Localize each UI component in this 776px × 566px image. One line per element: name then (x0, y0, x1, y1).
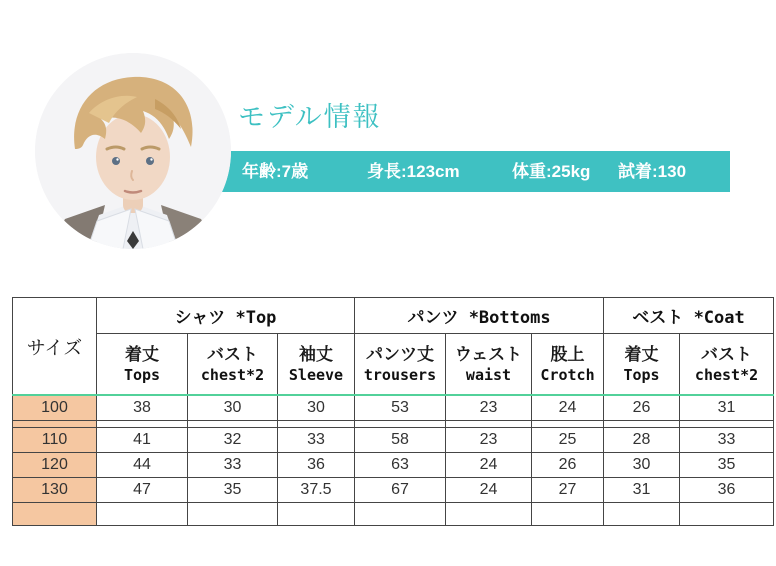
col-header-coat-chest: バスト chest*2 (680, 334, 774, 396)
size-chart-table (12, 297, 774, 526)
model-photo (35, 53, 231, 249)
value-cell-empty (97, 421, 188, 428)
value-cell-empty (446, 503, 532, 526)
col-header-waist: ウェスト waist (446, 334, 532, 396)
model-info-banner (222, 151, 730, 192)
group-header-bottoms (355, 298, 604, 334)
value-cell: 37.5 (278, 478, 355, 503)
value-cell: 23 (446, 428, 532, 453)
size-cell-empty (13, 503, 97, 526)
size-chart (12, 297, 774, 526)
value-cell: 58 (355, 428, 446, 453)
value-cell-empty (278, 421, 355, 428)
value-cell: 30 (604, 453, 680, 478)
value-cell: 31 (604, 478, 680, 503)
value-cell: 24 (446, 478, 532, 503)
value-cell: 44 (97, 453, 188, 478)
value-cell: 24 (532, 395, 604, 421)
value-cell: 30 (278, 395, 355, 421)
value-cell: 53 (355, 395, 446, 421)
size-cell: 110 (13, 428, 97, 453)
col-header-coat-length: 着丈 Tops (604, 334, 680, 396)
value-cell: 30 (188, 395, 278, 421)
model-info-title: モデル情報 (238, 102, 382, 132)
group-header-row (13, 298, 774, 334)
group-header-top (97, 298, 355, 334)
size-cell: 120 (13, 453, 97, 478)
group-label-bottoms: パンツ *Bottoms (407, 308, 551, 328)
value-cell: 24 (446, 453, 532, 478)
size-row-100 (13, 395, 774, 421)
value-cell-empty (188, 503, 278, 526)
value-cell: 36 (680, 478, 774, 503)
value-cell-empty (97, 503, 188, 526)
value-cell-empty (188, 421, 278, 428)
group-label-coat: ベスト *Coat (632, 308, 745, 328)
value-cell-empty (278, 503, 355, 526)
group-label-top: シャツ *Top (174, 308, 277, 328)
value-cell: 33 (188, 453, 278, 478)
value-cell: 36 (278, 453, 355, 478)
value-cell-empty (604, 503, 680, 526)
size-column-header: サイズ (13, 298, 97, 396)
value-cell: 26 (532, 453, 604, 478)
value-cell-empty (355, 503, 446, 526)
model-height: 身長:123cm (367, 162, 460, 181)
model-age: 年齢:7歳 (242, 162, 309, 181)
spacer-row (13, 421, 774, 428)
value-cell: 35 (188, 478, 278, 503)
value-cell-empty (355, 421, 446, 428)
column-header-row (13, 334, 774, 396)
value-cell: 23 (446, 395, 532, 421)
value-cell-empty (532, 421, 604, 428)
col-header-crotch: 股上 Crotch (532, 334, 604, 396)
group-header-coat (604, 298, 774, 334)
value-cell-empty (680, 503, 774, 526)
value-cell: 33 (278, 428, 355, 453)
size-row-130 (13, 478, 774, 503)
value-cell: 41 (97, 428, 188, 453)
size-cell-empty (13, 421, 97, 428)
value-cell: 63 (355, 453, 446, 478)
size-row-120 (13, 453, 774, 478)
value-cell: 27 (532, 478, 604, 503)
value-cell-empty (446, 421, 532, 428)
size-cell: 130 (13, 478, 97, 503)
size-row-110 (13, 428, 774, 453)
col-header-sleeve: 袖丈 Sleeve (278, 334, 355, 396)
model-photo-illustration (35, 53, 231, 249)
col-header-top-chest: バスト chest*2 (188, 334, 278, 396)
value-cell: 67 (355, 478, 446, 503)
value-cell-empty (680, 421, 774, 428)
col-header-top-length: 着丈 Tops (97, 334, 188, 396)
value-cell: 38 (97, 395, 188, 421)
value-cell: 28 (604, 428, 680, 453)
size-cell: 100 (13, 395, 97, 421)
empty-row (13, 503, 774, 526)
value-cell: 32 (188, 428, 278, 453)
value-cell: 47 (97, 478, 188, 503)
value-cell: 31 (680, 395, 774, 421)
value-cell: 35 (680, 453, 774, 478)
col-header-trousers: パンツ丈 trousers (355, 334, 446, 396)
value-cell-empty (532, 503, 604, 526)
value-cell-empty (604, 421, 680, 428)
value-cell: 26 (604, 395, 680, 421)
model-weight: 体重:25kg (512, 162, 591, 181)
model-fitting-size: 試着:130 (618, 162, 687, 181)
value-cell: 25 (532, 428, 604, 453)
value-cell: 33 (680, 428, 774, 453)
